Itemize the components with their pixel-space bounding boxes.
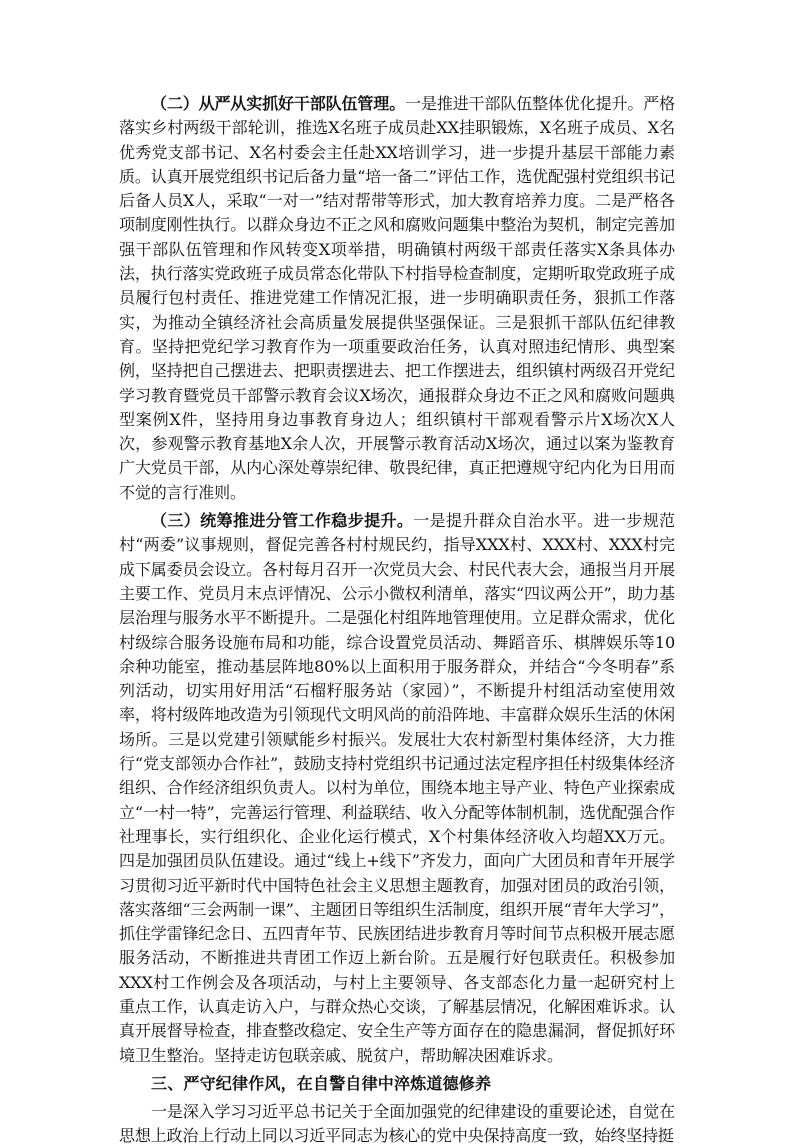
paragraph-cadre-management (119, 92, 675, 505)
section-heading: 三、严守纪律作风，在自警自律中淬炼道德修养 (151, 1073, 492, 1093)
paragraph-lead: （二）从严从实抓好干部队伍管理。 (151, 94, 406, 113)
paragraph-discipline: 一是深入学习习近平总书记关于全面加强党的纪律建设的重要论述，自觉在思想上政治上行动上同以习近平同志为核心的党中央保持高度一致，始终坚持挺 (119, 1101, 675, 1146)
paragraph-overall-work (119, 509, 675, 1068)
paragraph-body: 一是提升群众自治水平。进一步规范村“两委”议事规则，督促完善各村村规民约，指导XXX村、XXX村、XXX村完成下属委员会设立。各村每月召开一次党员大会、村民代表大会，通报当月开展主要工作、党员月末点评情况、公示小微权利清单，落实“四议两公开”，助力基层治理与服务水平不断提升。二是强化村组阵地管理使用。立足群众需求，优化村级综合服务设施布局和功能，综合设置党员活动、舞蹈音乐、棋牌娱乐等10余种功能室，推动基层阵地80%以上面积用于服务群众，并结合“今冬明春”系列活动，切实用好用活“石榴籽服务站（家园）”，不断提升村组活动室使用效率，将村级阵地改造为引领现代文明风尚的前沿阵地、丰富群众娱乐生活的休闲场所。三是以党建引领赋能乡村振兴。发展壮大农村新型村集体经济，大力推行“党支部领办合作社”，鼓励支持村党组织书记通过法定程序担任村级集体经济组织、合作经济组织负责人。以村为单位，围绕本地主导产业、特色产业探索成立“一村一特”，完善运行管理、利益联结、收入分配等体制机制，选优配强合作社理事长，实行组织化、企业化运行模式，X个村集体经济收入均超XX万元。四是加强团员队伍建设。通过“线上+线下”齐发力，面向广大团员和青年开展学习贯彻习近平新时代中国特色社会主义思想主题教育，加强对团员的政治引领，落实落细“三会两制一课”、主题团日等组织生活制度，组织开展“青年大学习”，抓住学雷锋纪念日、五四青年节、民族团结进步教育月等时间节点积极开展志愿服务活动，不断推进共青团工作迈上新台阶。五是履行好包联责任。积极参加XXX村工作例会及各项活动，与村上主要领导、各支部态化力量一起研究村上重点工作，认真走访入户，与群众热心交谈，了解基层情况，化解困难诉求。认真开展督导检查，排查整改稳定、安全生产等方面存在的隐患漏洞，督促抓好环境卫生整治。坚持走访包联亲戚、脱贫户，帮助解决困难诉求。 (119, 511, 675, 1065)
paragraph-body: 一是推进干部队伍整体优化提升。严格落实乡村两级干部轮训，推选X名班子成员赴XX挂职锻炼，X名班子成员、X名优秀党支部书记、X名村委会主任赴XX培训学习，进一步提升基层干部能力素质。认真开展党组织书记后备力量“培一备二”评估工作，选优配强村党组织书记后备人员X人，采取“一对一”结对帮带等形式，加大教育培养力度。二是严格各项制度刚性执行。以群众身边不正之风和腐败问题集中整治为契机，制定完善加强干部队伍管理和作风转变X项举措，明确镇村两级干部责任落实X条具体办法，执行落实党政班子成员常态化带队下村指导检查制度，定期听取党政班子成员履行包村责任、推进党建工作情况汇报，进一步明确职责任务，狠抓工作落实，为推动全镇经济社会高质量发展提供坚强保证。三是狠抓干部队伍纪律教育。坚持把党纪学习教育作为一项重要政治任务，认真对照违纪情形、典型案例，坚持把自己摆进去、把职责摆进去、把工作摆进去，组织镇村两级召开党纪学习教育暨党员干部警示教育会议X场次，通报群众身边不正之风和腐败问题典型案例X件，坚持用身边事教育身边人；组织镇村干部观看警示片X场次X人次，参观警示教育基地X余人次，开展警示教育活动X场次，通过以案为鉴教育广大党员干部，从内心深处尊崇纪律、敬畏纪律，真正把遵规守纪内化为日用而不觉的言行准则。 (119, 94, 675, 502)
paragraph-lead: （三）统筹推进分管工作稳步提升。 (151, 511, 414, 531)
document-page (119, 92, 675, 1148)
